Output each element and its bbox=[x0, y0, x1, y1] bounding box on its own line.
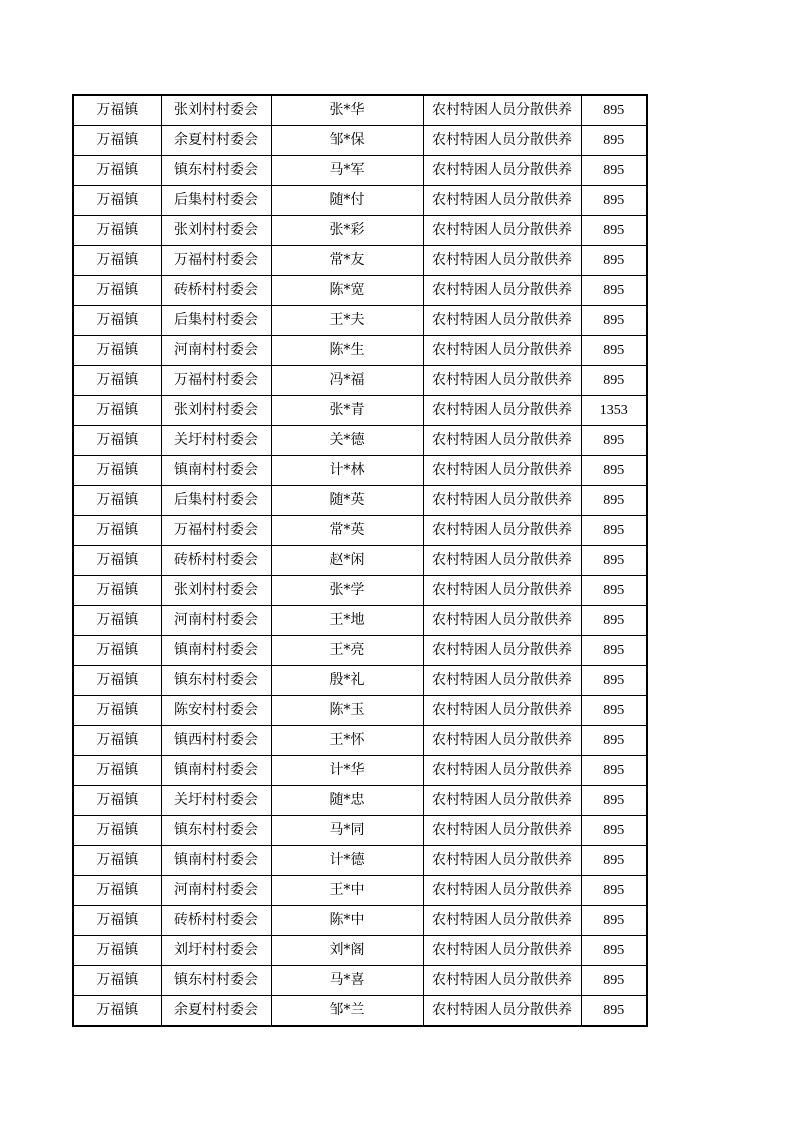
category-cell: 农村特困人员分散供养 bbox=[423, 246, 581, 276]
amount-cell: 895 bbox=[581, 306, 647, 336]
category-cell: 农村特困人员分散供养 bbox=[423, 816, 581, 846]
name-cell: 陈*中 bbox=[271, 906, 423, 936]
town-cell: 万福镇 bbox=[73, 576, 161, 606]
category-cell: 农村特困人员分散供养 bbox=[423, 95, 581, 126]
table-row bbox=[73, 126, 647, 156]
amount-cell: 1353 bbox=[581, 396, 647, 426]
name-cell: 张*学 bbox=[271, 576, 423, 606]
village-cell: 陈安村村委会 bbox=[161, 696, 271, 726]
table-row bbox=[73, 696, 647, 726]
table-row bbox=[73, 95, 647, 126]
name-cell: 王*地 bbox=[271, 606, 423, 636]
town-cell: 万福镇 bbox=[73, 756, 161, 786]
village-cell: 镇东村村委会 bbox=[161, 156, 271, 186]
table-row bbox=[73, 396, 647, 426]
category-cell: 农村特困人员分散供养 bbox=[423, 306, 581, 336]
table-row bbox=[73, 876, 647, 906]
amount-cell: 895 bbox=[581, 906, 647, 936]
table-row bbox=[73, 246, 647, 276]
category-cell: 农村特困人员分散供养 bbox=[423, 606, 581, 636]
town-cell: 万福镇 bbox=[73, 936, 161, 966]
amount-cell: 895 bbox=[581, 876, 647, 906]
name-cell: 邹*兰 bbox=[271, 996, 423, 1027]
amount-cell: 895 bbox=[581, 606, 647, 636]
table-row bbox=[73, 846, 647, 876]
table-row bbox=[73, 486, 647, 516]
table-row bbox=[73, 726, 647, 756]
name-cell: 随*忠 bbox=[271, 786, 423, 816]
town-cell: 万福镇 bbox=[73, 546, 161, 576]
town-cell: 万福镇 bbox=[73, 876, 161, 906]
amount-cell: 895 bbox=[581, 216, 647, 246]
town-cell: 万福镇 bbox=[73, 666, 161, 696]
name-cell: 随*付 bbox=[271, 186, 423, 216]
name-cell: 张*华 bbox=[271, 95, 423, 126]
village-cell: 万福村村委会 bbox=[161, 516, 271, 546]
amount-cell: 895 bbox=[581, 95, 647, 126]
table-row bbox=[73, 636, 647, 666]
town-cell: 万福镇 bbox=[73, 516, 161, 546]
village-cell: 余夏村村委会 bbox=[161, 996, 271, 1027]
category-cell: 农村特困人员分散供养 bbox=[423, 696, 581, 726]
category-cell: 农村特困人员分散供养 bbox=[423, 966, 581, 996]
town-cell: 万福镇 bbox=[73, 456, 161, 486]
village-cell: 河南村村委会 bbox=[161, 606, 271, 636]
category-cell: 农村特困人员分散供养 bbox=[423, 336, 581, 366]
table-row bbox=[73, 216, 647, 246]
category-cell: 农村特困人员分散供养 bbox=[423, 756, 581, 786]
town-cell: 万福镇 bbox=[73, 95, 161, 126]
amount-cell: 895 bbox=[581, 696, 647, 726]
name-cell: 邹*保 bbox=[271, 126, 423, 156]
amount-cell: 895 bbox=[581, 966, 647, 996]
category-cell: 农村特困人员分散供养 bbox=[423, 636, 581, 666]
category-cell: 农村特困人员分散供养 bbox=[423, 846, 581, 876]
name-cell: 陈*玉 bbox=[271, 696, 423, 726]
amount-cell: 895 bbox=[581, 336, 647, 366]
village-cell: 河南村村委会 bbox=[161, 876, 271, 906]
amount-cell: 895 bbox=[581, 666, 647, 696]
amount-cell: 895 bbox=[581, 456, 647, 486]
amount-cell: 895 bbox=[581, 276, 647, 306]
amount-cell: 895 bbox=[581, 486, 647, 516]
category-cell: 农村特困人员分散供养 bbox=[423, 936, 581, 966]
table-row bbox=[73, 756, 647, 786]
town-cell: 万福镇 bbox=[73, 336, 161, 366]
recipient-table bbox=[72, 94, 648, 1027]
category-cell: 农村特困人员分散供养 bbox=[423, 666, 581, 696]
name-cell: 王*夫 bbox=[271, 306, 423, 336]
town-cell: 万福镇 bbox=[73, 126, 161, 156]
table-row bbox=[73, 186, 647, 216]
category-cell: 农村特困人员分散供养 bbox=[423, 366, 581, 396]
village-cell: 镇南村村委会 bbox=[161, 636, 271, 666]
town-cell: 万福镇 bbox=[73, 636, 161, 666]
town-cell: 万福镇 bbox=[73, 276, 161, 306]
amount-cell: 895 bbox=[581, 756, 647, 786]
category-cell: 农村特困人员分散供养 bbox=[423, 516, 581, 546]
town-cell: 万福镇 bbox=[73, 486, 161, 516]
village-cell: 万福村村委会 bbox=[161, 366, 271, 396]
table-row bbox=[73, 906, 647, 936]
village-cell: 镇东村村委会 bbox=[161, 666, 271, 696]
town-cell: 万福镇 bbox=[73, 816, 161, 846]
table-row bbox=[73, 666, 647, 696]
category-cell: 农村特困人员分散供养 bbox=[423, 276, 581, 306]
village-cell: 镇南村村委会 bbox=[161, 846, 271, 876]
name-cell: 冯*福 bbox=[271, 366, 423, 396]
name-cell: 陈*生 bbox=[271, 336, 423, 366]
village-cell: 刘圩村村委会 bbox=[161, 936, 271, 966]
village-cell: 张刘村村委会 bbox=[161, 396, 271, 426]
amount-cell: 895 bbox=[581, 726, 647, 756]
amount-cell: 895 bbox=[581, 846, 647, 876]
category-cell: 农村特困人员分散供养 bbox=[423, 456, 581, 486]
category-cell: 农村特困人员分散供养 bbox=[423, 186, 581, 216]
amount-cell: 895 bbox=[581, 636, 647, 666]
category-cell: 农村特困人员分散供养 bbox=[423, 726, 581, 756]
name-cell: 随*英 bbox=[271, 486, 423, 516]
village-cell: 砖桥村村委会 bbox=[161, 276, 271, 306]
town-cell: 万福镇 bbox=[73, 786, 161, 816]
town-cell: 万福镇 bbox=[73, 366, 161, 396]
village-cell: 万福村村委会 bbox=[161, 246, 271, 276]
name-cell: 陈*宽 bbox=[271, 276, 423, 306]
name-cell: 关*德 bbox=[271, 426, 423, 456]
village-cell: 关圩村村委会 bbox=[161, 786, 271, 816]
recipient-table-body bbox=[73, 95, 647, 1026]
name-cell: 计*德 bbox=[271, 846, 423, 876]
amount-cell: 895 bbox=[581, 126, 647, 156]
table-row bbox=[73, 366, 647, 396]
amount-cell: 895 bbox=[581, 366, 647, 396]
village-cell: 余夏村村委会 bbox=[161, 126, 271, 156]
name-cell: 张*青 bbox=[271, 396, 423, 426]
table-row bbox=[73, 336, 647, 366]
category-cell: 农村特困人员分散供养 bbox=[423, 786, 581, 816]
town-cell: 万福镇 bbox=[73, 846, 161, 876]
table-row bbox=[73, 156, 647, 186]
category-cell: 农村特困人员分散供养 bbox=[423, 486, 581, 516]
name-cell: 刘*阁 bbox=[271, 936, 423, 966]
amount-cell: 895 bbox=[581, 156, 647, 186]
village-cell: 张刘村村委会 bbox=[161, 216, 271, 246]
village-cell: 张刘村村委会 bbox=[161, 95, 271, 126]
table-row bbox=[73, 276, 647, 306]
category-cell: 农村特困人员分散供养 bbox=[423, 576, 581, 606]
name-cell: 常*友 bbox=[271, 246, 423, 276]
table-row bbox=[73, 546, 647, 576]
village-cell: 砖桥村村委会 bbox=[161, 906, 271, 936]
table-row bbox=[73, 306, 647, 336]
village-cell: 镇南村村委会 bbox=[161, 756, 271, 786]
town-cell: 万福镇 bbox=[73, 246, 161, 276]
table-row bbox=[73, 786, 647, 816]
town-cell: 万福镇 bbox=[73, 966, 161, 996]
village-cell: 镇东村村委会 bbox=[161, 966, 271, 996]
village-cell: 镇东村村委会 bbox=[161, 816, 271, 846]
village-cell: 镇西村村委会 bbox=[161, 726, 271, 756]
table-row bbox=[73, 966, 647, 996]
town-cell: 万福镇 bbox=[73, 216, 161, 246]
category-cell: 农村特困人员分散供养 bbox=[423, 996, 581, 1027]
category-cell: 农村特困人员分散供养 bbox=[423, 156, 581, 186]
amount-cell: 895 bbox=[581, 546, 647, 576]
village-cell: 河南村村委会 bbox=[161, 336, 271, 366]
category-cell: 农村特困人员分散供养 bbox=[423, 546, 581, 576]
name-cell: 马*同 bbox=[271, 816, 423, 846]
amount-cell: 895 bbox=[581, 246, 647, 276]
town-cell: 万福镇 bbox=[73, 396, 161, 426]
table-row bbox=[73, 996, 647, 1027]
amount-cell: 895 bbox=[581, 426, 647, 456]
town-cell: 万福镇 bbox=[73, 426, 161, 456]
name-cell: 赵*闲 bbox=[271, 546, 423, 576]
category-cell: 农村特困人员分散供养 bbox=[423, 396, 581, 426]
name-cell: 常*英 bbox=[271, 516, 423, 546]
name-cell: 张*彩 bbox=[271, 216, 423, 246]
category-cell: 农村特困人员分散供养 bbox=[423, 906, 581, 936]
town-cell: 万福镇 bbox=[73, 996, 161, 1027]
amount-cell: 895 bbox=[581, 786, 647, 816]
name-cell: 计*华 bbox=[271, 756, 423, 786]
table-row bbox=[73, 816, 647, 846]
town-cell: 万福镇 bbox=[73, 306, 161, 336]
category-cell: 农村特困人员分散供养 bbox=[423, 216, 581, 246]
table-row bbox=[73, 456, 647, 486]
amount-cell: 895 bbox=[581, 936, 647, 966]
name-cell: 马*喜 bbox=[271, 966, 423, 996]
village-cell: 砖桥村村委会 bbox=[161, 546, 271, 576]
amount-cell: 895 bbox=[581, 816, 647, 846]
town-cell: 万福镇 bbox=[73, 156, 161, 186]
town-cell: 万福镇 bbox=[73, 696, 161, 726]
table-row bbox=[73, 576, 647, 606]
amount-cell: 895 bbox=[581, 516, 647, 546]
name-cell: 计*林 bbox=[271, 456, 423, 486]
category-cell: 农村特困人员分散供养 bbox=[423, 426, 581, 456]
town-cell: 万福镇 bbox=[73, 726, 161, 756]
village-cell: 后集村村委会 bbox=[161, 306, 271, 336]
name-cell: 王*怀 bbox=[271, 726, 423, 756]
amount-cell: 895 bbox=[581, 576, 647, 606]
name-cell: 王*中 bbox=[271, 876, 423, 906]
name-cell: 殷*礼 bbox=[271, 666, 423, 696]
village-cell: 关圩村村委会 bbox=[161, 426, 271, 456]
name-cell: 王*亮 bbox=[271, 636, 423, 666]
village-cell: 镇南村村委会 bbox=[161, 456, 271, 486]
amount-cell: 895 bbox=[581, 186, 647, 216]
name-cell: 马*军 bbox=[271, 156, 423, 186]
town-cell: 万福镇 bbox=[73, 606, 161, 636]
village-cell: 后集村村委会 bbox=[161, 186, 271, 216]
table-row bbox=[73, 516, 647, 546]
village-cell: 张刘村村委会 bbox=[161, 576, 271, 606]
amount-cell: 895 bbox=[581, 996, 647, 1027]
town-cell: 万福镇 bbox=[73, 186, 161, 216]
category-cell: 农村特困人员分散供养 bbox=[423, 876, 581, 906]
category-cell: 农村特困人员分散供养 bbox=[423, 126, 581, 156]
table-row bbox=[73, 426, 647, 456]
table-row bbox=[73, 936, 647, 966]
table-row bbox=[73, 606, 647, 636]
town-cell: 万福镇 bbox=[73, 906, 161, 936]
village-cell: 后集村村委会 bbox=[161, 486, 271, 516]
